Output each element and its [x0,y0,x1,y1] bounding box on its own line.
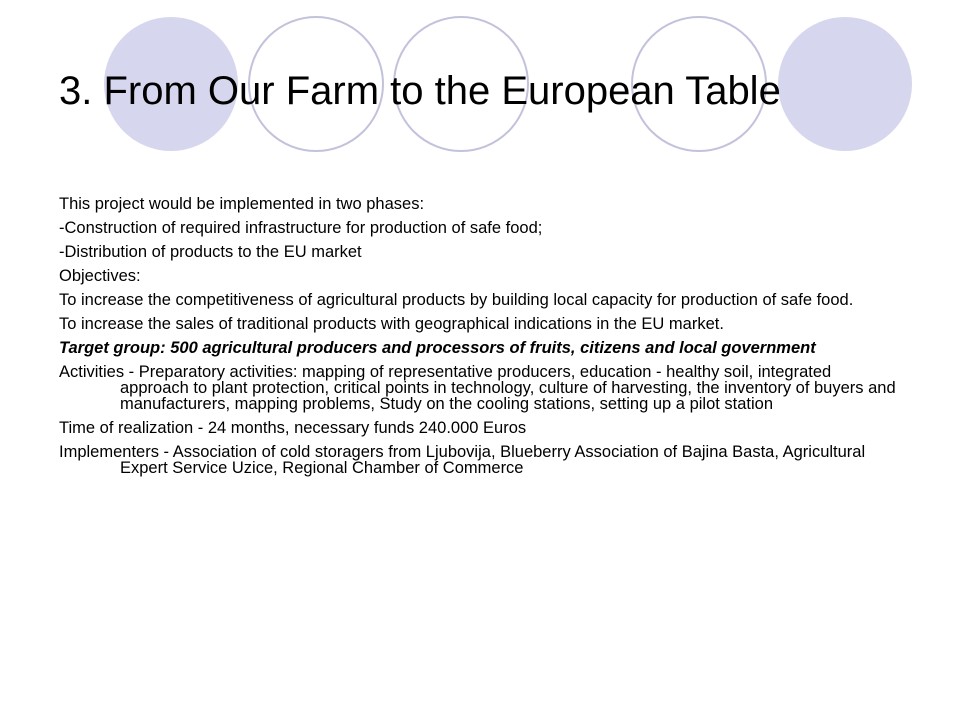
implementers-paragraph: Implementers - Association of cold storagers from Ljubovija, Blueberry Association of Bajina Basta, Agricultural Expert Service Uzice, Regional Chamber of Commerce [59,443,866,477]
intro-paragraph: This project would be implemented in two phases: [59,195,425,213]
phase-two-item: -Distribution of products to the EU market [59,243,362,261]
time-of-realization-paragraph: Time of realization - 24 months, necessary funds 240.000 Euros [59,419,527,437]
decorative-circle-5 [778,17,912,151]
objective-sales: To increase the sales of traditional products with geographical indications in the EU market. [59,315,724,333]
objectives-heading: Objectives: [59,267,141,285]
activities-paragraph: Activities - Preparatory activities: mapping of representative producers, education - healthy soil, integrated approach to plant protection, critical points in technology, culture of harvesting, the inventory of buyers and manufacturers, mapping problems, Study on the cooling stations, setting up a pilot station [59,363,896,413]
target-group-paragraph: Target group: 500 agricultural producers and processors of fruits, citizens and local government [59,339,816,357]
phase-one-item: -Construction of required infrastructure for production of safe food; [59,219,543,237]
slide-body [59,196,899,484]
slide-title: 3. From Our Farm to the European Table [59,69,781,113]
objective-competitiveness: To increase the competitiveness of agricultural products by building local capacity for production of safe food. [59,291,854,309]
